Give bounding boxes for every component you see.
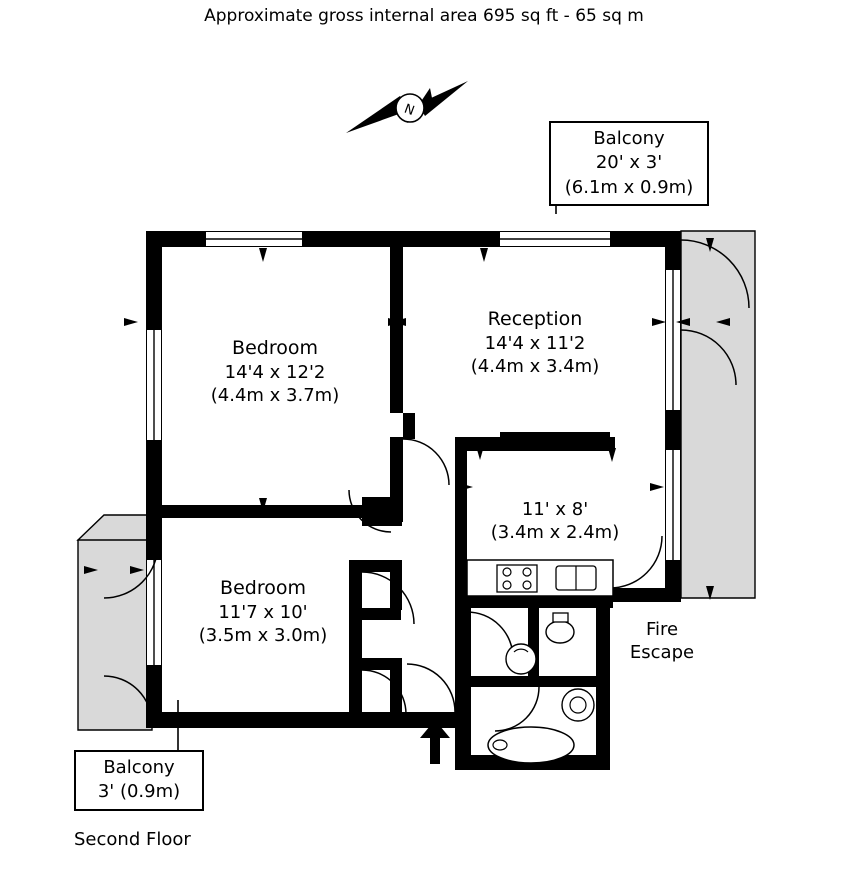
balcony-dim-metric: 3' (0.9m) [97, 781, 181, 803]
room-name: Reception [487, 308, 583, 330]
floor-label: Second Floor [74, 829, 191, 850]
room-dim-imperial: 11' x 8' [521, 499, 589, 520]
callout-balcony-bottom [74, 750, 204, 811]
room-label-kitchen [440, 498, 670, 545]
balcony-dim-metric: (6.1m x 0.9m) [564, 176, 694, 198]
fire-escape-line2: Escape [629, 642, 695, 664]
bathroom-fittings [488, 613, 594, 763]
balcony-left-corner [78, 515, 152, 540]
callout-leaders [178, 160, 556, 762]
balcony-name: Balcony [103, 757, 175, 778]
room-name: Bedroom [220, 577, 306, 599]
room-dim-imperial: 14'4 x 11'2 [484, 332, 586, 354]
kitchen-fittings [467, 560, 613, 596]
room-label-bedroom-main [160, 336, 390, 407]
room-name: Bedroom [232, 337, 318, 359]
balcony-top-right-shading [681, 231, 755, 598]
room-dim-metric: (3.4m x 2.4m) [490, 522, 620, 544]
room-dim-imperial: 11'7 x 10' [218, 601, 308, 623]
balcony-name: Balcony [593, 128, 665, 149]
room-label-reception [420, 307, 650, 378]
room-label-bedroom-second [148, 576, 378, 647]
svg-text:N: N [402, 101, 417, 120]
area-note: Approximate gross internal area 695 sq ft - 65 sq m [204, 6, 644, 26]
room-dim-metric: (4.4m x 3.7m) [210, 385, 340, 407]
compass-icon [346, 81, 468, 133]
balcony-dim-imperial: 20' x 3' [595, 152, 663, 174]
fire-escape-line1: Fire [645, 619, 679, 640]
room-dim-metric: (4.4m x 3.4m) [470, 356, 600, 378]
callout-balcony-top [549, 121, 709, 206]
room-dim-metric: (3.5m x 3.0m) [198, 625, 328, 647]
balcony-left-shading [78, 516, 152, 730]
label-fire-escape [612, 618, 712, 665]
room-dim-imperial: 14'4 x 12'2 [224, 361, 326, 383]
